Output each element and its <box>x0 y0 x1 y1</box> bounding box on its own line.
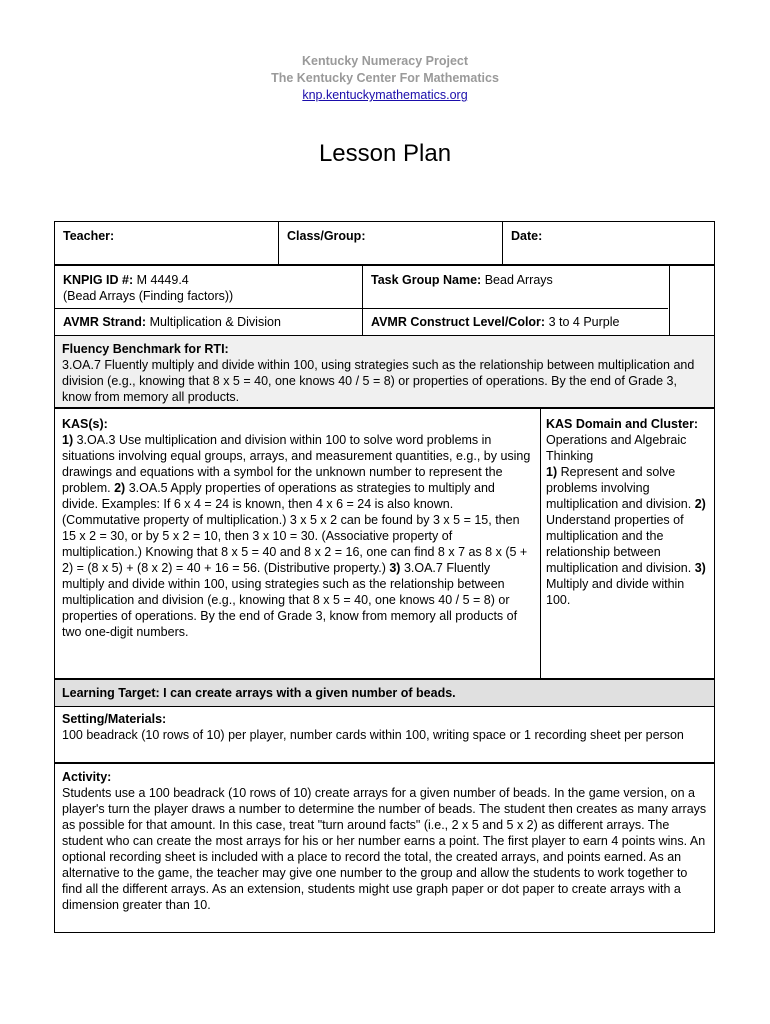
knpig-id-subtitle: (Bead Arrays (Finding factors)) <box>63 289 234 303</box>
avmr-construct-label: AVMR Construct Level/Color: <box>371 315 546 329</box>
setting-materials-section <box>54 706 715 763</box>
cluster-3: Multiply and divide within 100. <box>546 577 685 607</box>
kas-section <box>54 408 715 679</box>
kas-num-3: 3) <box>389 561 401 575</box>
kas-cluster-text <box>546 464 708 608</box>
learning-target: Learning Target: I can create arrays with a given number of beads. <box>54 679 715 707</box>
teacher-label: Teacher: <box>63 229 115 243</box>
knpig-id-value: M 4449.4 <box>136 273 189 287</box>
fluency-text: 3.OA.7 Fluently multiply and divide within 100, using strategies such as the relationship between multiplication and division (e.g., knowing that 8 x 5 = 40, one knows 40 / 5 = 8) or properties of operations. By the end of Grade 3, know from memory all products. <box>62 358 695 404</box>
task-group-value: Bead Arrays <box>484 273 553 287</box>
header-link-row <box>0 88 770 102</box>
side-cell <box>669 265 715 336</box>
kas-standard-3: 3.OA.7 Fluently multiply and divide within 100, using strategies such as the relationship between multiplication and division (e.g., knowing that 8 x 5 = 40, one knows 40 / 5 = 8) or properties of operations. By the end of Grade 3, know from memory all products of two one-digit numbers. <box>62 561 518 639</box>
activity-label: Activity: <box>62 770 112 784</box>
avmr-strand-label: AVMR Strand: <box>63 315 147 329</box>
avmr-construct-cell <box>363 309 668 335</box>
teacher-cell[interactable] <box>55 222 279 264</box>
cluster-num-1: 1) <box>546 465 558 479</box>
date-cell[interactable] <box>503 222 713 264</box>
kas-domain-label: KAS Domain and Cluster: <box>546 417 699 431</box>
cluster-num-3: 3) <box>694 561 706 575</box>
task-info-grid <box>54 265 670 336</box>
kas-standards <box>55 409 541 678</box>
header-center: The Kentucky Center For Mathematics <box>271 71 499 85</box>
kas-num-1: 1) <box>62 433 74 447</box>
kas-standard-2: 3.OA.5 Apply properties of operations as strategies to multiply and divide. Examples: If 6 x 4 = 24 is known, then 4 x 6 = 24 is also known. (Commutative property of multiplication.) 3 x 5 x 2 can be found by 3 x 5 = 15, then 15 x 2 = 30, or by 5 x 2 = 10, then 3 x 10 = 30. (Associative property of multiplication.) Knowing that 8 x 5 = 40 and 8 x 2 = 16, one can find 8 x 7 as 8 x (5 + 2) = (8 x 5) + (8 x 2) = 40 + 16 = 56. (Distributive property.) <box>62 481 528 575</box>
kas-text <box>62 432 533 640</box>
fluency-benchmark-section <box>54 335 715 408</box>
task-group-cell <box>363 266 668 309</box>
avmr-strand-cell <box>55 309 363 335</box>
knpig-id-label: KNPIG ID #: <box>63 273 134 287</box>
kas-domain-cluster <box>541 409 713 678</box>
setting-text: 100 beadrack (10 rows of 10) per player, number cards within 100, writing space or 1 recording sheet per person <box>62 728 684 742</box>
activity-text: Students use a 100 beadrack (10 rows of 10) create arrays for a given number of beads. In the game version, on a player's turn the player draws a number to determine the number of beads. The student then creates as many arrays as possible for that amount. In this case, treat "turn around facts" (i.e., 2 x 5 and 5 x 2) as different arrays. The student who can create the most arrays for his or her number earns a point. The first player to earn 4 points wins. An optional recording sheet is included with a place to record the total, the created arrays, and points earned. As an alternative to the game, the teacher may give one number to the group and allow the students to work together to find all the different arrays. As an extension, students might use graph paper or dot paper to create arrays with a dimension greater than 10. <box>62 786 707 912</box>
avmr-construct-value: 3 to 4 Purple <box>548 315 620 329</box>
avmr-strand-value: Multiplication & Division <box>149 315 281 329</box>
kas-num-2: 2) <box>114 481 126 495</box>
cluster-1: Represent and solve problems involving multiplication and division. <box>546 465 695 511</box>
kas-label: KAS(s): <box>62 417 108 431</box>
cluster-num-2: 2) <box>694 497 706 511</box>
setting-label: Setting/Materials: <box>62 712 167 726</box>
website-link[interactable]: knp.kentuckymathematics.org <box>302 88 468 102</box>
info-row <box>54 221 715 265</box>
page-title: Lesson Plan <box>318 140 452 167</box>
task-group-label: Task Group Name: <box>371 273 482 287</box>
date-label: Date: <box>511 229 543 243</box>
kas-domain-text: Operations and Algebraic Thinking <box>546 433 687 463</box>
activity-section <box>54 763 715 933</box>
class-group-cell[interactable] <box>279 222 503 264</box>
knpig-id-cell <box>55 266 363 309</box>
cluster-2: Understand properties of multiplication and the relationship between multiplication and division. <box>546 513 695 575</box>
fluency-label: Fluency Benchmark for RTI: <box>62 342 229 356</box>
class-group-label: Class/Group: <box>287 229 366 243</box>
kas-standard-1: 3.OA.3 Use multiplication and division within 100 to solve word problems in situations involving equal groups, arrays, and measurement quantities, e.g., by using drawings and equations with a symbol for the unknown number to represent the problem. <box>62 433 531 495</box>
header-org: Kentucky Numeracy Project <box>301 54 469 68</box>
